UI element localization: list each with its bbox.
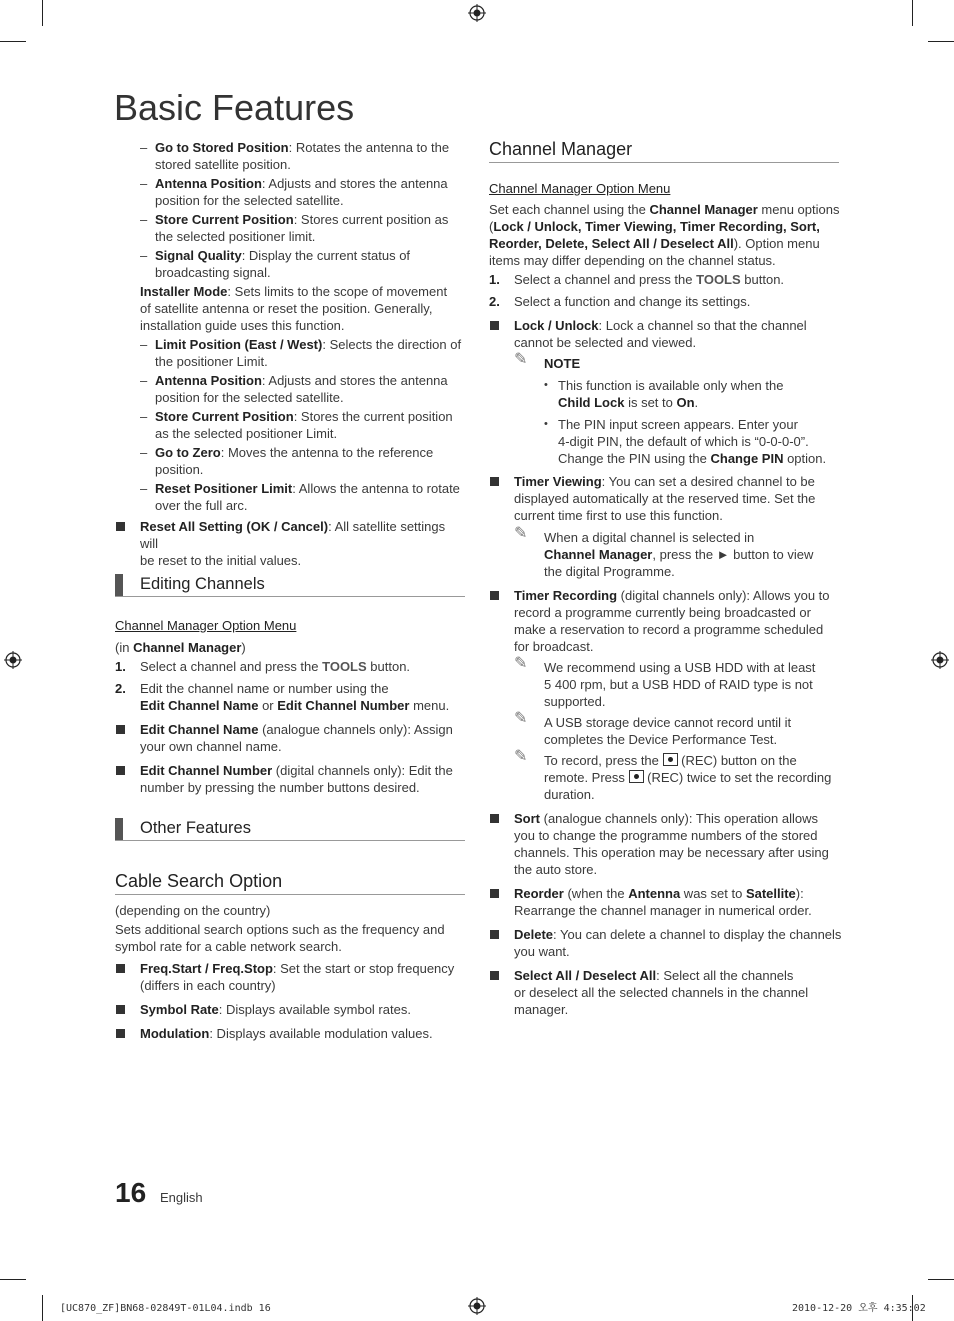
list-item: Select All / Deselect All: Select all the channels or deselect all the selected channels in the channel manager. — [514, 968, 809, 1017]
crop-mark — [42, 0, 43, 26]
section-bar — [115, 574, 123, 596]
list-item: Reset Positioner Limit: Allows the antenna to rotate over the full arc. — [155, 481, 460, 513]
list-item: Delete: You can delete a channel to display the channels you want. — [514, 927, 842, 959]
print-slug-file: [UC870_ZF]BN68-02849T-01L04.indb 16 — [60, 1303, 271, 1314]
section-rule — [115, 840, 465, 841]
dash-bullet: – — [140, 212, 148, 227]
crop-mark — [928, 41, 954, 42]
note-item: The PIN input screen appears. Enter your 4-digit PIN, the default of which is “0-0-0-0”. Change the PIN using the Change PIN option. — [558, 417, 827, 466]
square-bullet-icon — [490, 814, 499, 823]
square-bullet-icon — [490, 477, 499, 486]
note-item: To record, press the (REC) button on the remote. Press (REC) twice to set the recording duration. — [544, 753, 832, 802]
dash-bullet: – — [140, 248, 148, 263]
crop-mark — [42, 1295, 43, 1321]
dash-bullet: – — [140, 445, 148, 460]
square-bullet-icon — [490, 591, 499, 600]
list-item: Freq.Start / Freq.Stop: Set the start or stop frequency (differs in each country) — [140, 961, 455, 993]
step-text: Select a function and change its settings. — [514, 294, 751, 309]
rec-button-icon — [629, 770, 644, 783]
page-title: Basic Features — [114, 87, 355, 128]
dash-bullet: – — [140, 176, 148, 191]
step-number: 1. — [489, 272, 500, 287]
square-bullet-icon — [490, 889, 499, 898]
rec-button-icon — [663, 753, 678, 766]
registration-mark-icon — [4, 651, 22, 669]
section-title-other-features: Other Features — [140, 819, 251, 837]
page-language: English — [160, 1190, 203, 1205]
square-bullet-icon — [116, 766, 125, 775]
list-item: Limit Position (East / West): Selects the direction of the positioner Limit. — [155, 337, 462, 369]
pencil-note-icon: ✎ — [514, 655, 528, 672]
list-item: Reset All Setting (OK / Cancel): All satellite settings will be reset to the initial values. — [140, 519, 446, 568]
list-item: Edit Channel Number (digital channels only): Edit the number by pressing the number buttons desired. — [140, 763, 453, 795]
dash-bullet: – — [140, 337, 148, 352]
list-item: Timer Recording (digital channels only): Allows you to record a programme currently being broadcasted or make a reservation to record a programme scheduled for broadcast. — [514, 588, 830, 654]
step-number: 2. — [489, 294, 500, 309]
list-item: Go to Stored Position: Rotates the antenna to the stored satellite position. — [155, 140, 450, 172]
step-number: 2. — [115, 681, 126, 696]
step-text: Edit the channel name or number using the Edit Channel Name or Edit Channel Number menu. — [140, 681, 450, 713]
registration-mark-icon — [468, 4, 486, 22]
note-item: When a digital channel is selected in Channel Manager, press the ► button to view the digital Programme. — [544, 530, 814, 579]
list-item: Antenna Position: Adjusts and stores the antenna position for the selected satellite. — [155, 373, 448, 405]
square-bullet-icon — [116, 725, 125, 734]
list-item: Antenna Position: Adjusts and stores the antenna position for the selected satellite. — [155, 176, 448, 208]
channel-manager-intro: Set each channel using the Channel Manager menu options (Lock / Unlock, Timer Viewing, Timer Recording, Sort, Reorder, Delete, Select All / Deselect All). Option menu items may differ depending on the channel status. — [489, 202, 840, 268]
list-item: Store Current Position: Stores current position as the selected positioner limit. — [155, 212, 449, 244]
square-bullet-icon — [490, 971, 499, 980]
crop-mark — [928, 1279, 954, 1280]
registration-mark-icon — [468, 1297, 486, 1315]
list-item: Store Current Position: Stores the current position as the selected positioner Limit. — [155, 409, 453, 441]
list-item: Modulation: Displays available modulation values. — [140, 1026, 433, 1041]
list-item: Edit Channel Name (analogue channels only): Assign your own channel name. — [140, 722, 453, 754]
play-arrow-icon: ► — [716, 547, 730, 562]
list-item: Symbol Rate: Displays available symbol rates. — [140, 1002, 411, 1017]
note-item: This function is available only when the Child Lock is set to On. — [558, 378, 784, 410]
square-bullet-icon — [490, 930, 499, 939]
step-text: Select a channel and press the TOOLS button. — [140, 659, 411, 674]
page-number: 16 — [115, 1177, 147, 1208]
pencil-note-icon: ✎ — [514, 351, 528, 368]
section-title-cable-search: Cable Search Option — [115, 871, 283, 891]
step-text: Select a channel and press the TOOLS button. — [514, 272, 785, 287]
crop-mark — [912, 0, 913, 26]
square-bullet-icon — [116, 522, 125, 531]
note-item: A USB storage device cannot record until it completes the Device Performance Test. — [544, 715, 792, 747]
list-item: Lock / Unlock: Lock a channel so that the channel cannot be selected and viewed. — [514, 318, 807, 350]
square-bullet-icon — [490, 321, 499, 330]
section-rule — [115, 894, 465, 895]
installer-mode-text: Installer Mode: Sets limits to the scope of movement of satellite antenna or reset the position. Generally, installation guide uses this function. — [140, 284, 448, 333]
section-rule — [115, 596, 465, 597]
list-item: Timer Viewing: You can set a desired channel to be displayed automatically at the reserved time. Set the current time first to use this function. — [514, 474, 816, 523]
list-item: Go to Zero: Moves the antenna to the reference position. — [155, 445, 434, 477]
square-bullet-icon — [116, 1029, 125, 1038]
step-number: 1. — [115, 659, 126, 674]
menu-label: Channel Manager Option Menu — [489, 181, 671, 196]
dash-bullet: – — [140, 481, 148, 496]
square-bullet-icon — [116, 1005, 125, 1014]
context-note: (in Channel Manager) — [115, 640, 246, 655]
pencil-note-icon: ✎ — [514, 710, 528, 727]
dash-bullet: – — [140, 373, 148, 388]
print-slug-timestamp: 2010-12-20 오후 4:35:02 — [792, 1303, 926, 1314]
dot-bullet: • — [544, 379, 548, 391]
section-rule — [489, 162, 839, 163]
cable-intro: (depending on the country) Sets additional search options such as the frequency and symbol rate for a cable network search. — [115, 903, 445, 954]
dash-bullet: – — [140, 409, 148, 424]
section-bar — [115, 818, 123, 840]
crop-mark — [0, 1279, 26, 1280]
pencil-note-icon: ✎ — [514, 525, 528, 542]
pencil-note-icon: ✎ — [514, 748, 528, 765]
square-bullet-icon — [116, 964, 125, 973]
note-item: We recommend using a USB HDD with at least 5 400 rpm, but a USB HDD of RAID type is not supported. — [544, 660, 816, 709]
list-item: Sort (analogue channels only): This operation allows you to change the programme numbers of the stored channels. This operation may be necessary after using the auto store. — [514, 811, 829, 877]
dot-bullet: • — [544, 418, 548, 430]
list-item: Signal Quality: Display the current status of broadcasting signal. — [155, 248, 411, 280]
dash-bullet: – — [140, 140, 148, 155]
list-item: Reorder (when the Antenna was set to Satellite): Rearrange the channel manager in numerical order. — [514, 886, 812, 918]
note-label: NOTE — [544, 356, 581, 371]
section-title-editing-channels: Editing Channels — [140, 575, 265, 593]
section-title-channel-manager: Channel Manager — [489, 139, 633, 159]
crop-mark — [0, 41, 26, 42]
registration-mark-icon — [931, 651, 949, 669]
menu-label: Channel Manager Option Menu — [115, 618, 297, 633]
